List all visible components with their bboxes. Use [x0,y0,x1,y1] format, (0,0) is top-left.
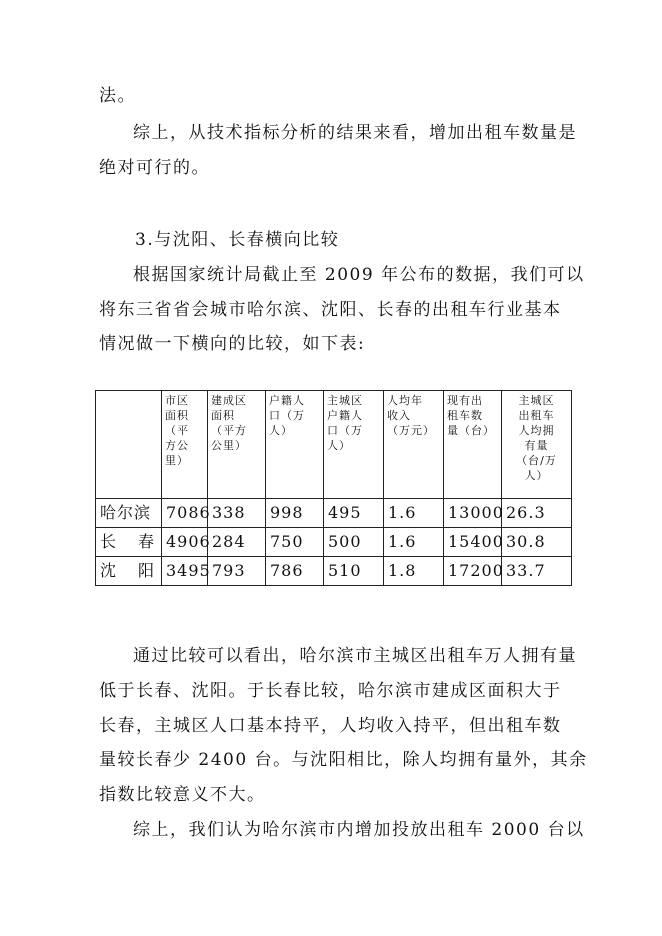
paragraph-line: 通过比较可以看出，哈尔滨市主城区出租车万人拥有量 [133,646,577,666]
table-row [96,499,572,528]
table-cell: 338 [208,499,266,528]
comparison-table [95,390,572,586]
table-cell: 26.3 [502,499,572,528]
table-cell: 30.8 [502,528,572,557]
paragraph-line: 综上，我们认为哈尔滨市内增加投放出租车 2000 台以 [133,820,585,840]
table-cell: 13000 [444,499,502,528]
table-cell: 793 [208,557,266,586]
table-cell: 15400 [444,528,502,557]
city-cell: 长 春 [96,528,162,557]
city-cell: 哈尔滨 [96,499,162,528]
table-cell: 510 [324,557,384,586]
table-row [96,557,572,586]
table-cell: 786 [266,557,324,586]
table-header-cell: 市区 面积 （平 方公 里） [162,391,208,499]
table-cell: 7086 [162,499,208,528]
table-cell: 3495 [162,557,208,586]
paragraph-line: 长春，主城区人口基本持平，人均收入持平，但出租车数 [99,716,562,736]
table-cell: 284 [208,528,266,557]
table-cell: 4906 [162,528,208,557]
city-cell: 沈 阳 [96,557,162,586]
table-header-cell: 户籍人 口（万 人） [266,391,324,499]
table-cell: 500 [324,528,384,557]
paragraph-line: 将东三省省会城市哈尔滨、沈阳、长春的出租车行业基本 [99,300,562,320]
table-row [96,528,572,557]
table-header-cell [96,391,162,499]
table-header-cell: 主城区 户籍人 口（万 人） [324,391,384,499]
paragraph-line: 指数比较意义不大。 [99,785,266,805]
table-cell: 33.7 [502,557,572,586]
table-cell: 495 [324,499,384,528]
paragraph-line: 情况做一下横向的比较，如下表: [99,334,366,354]
section-heading: 3.与沈阳、长春横向比较 [135,230,340,250]
table-header-cell: 主城区 出租车 人均拥 有量 （台/万 人） [502,391,572,499]
table-cell: 17200 [444,557,502,586]
paragraph-line: 量较长春少 2400 台。与沈阳相比，除人均拥有量外，其余 [99,750,588,770]
table-header-row [96,391,572,499]
table-cell: 1.8 [384,557,444,586]
table-header-cell: 人均年 收入 （万元） [384,391,444,499]
table-cell: 1.6 [384,528,444,557]
paragraph-line: 综上，从技术指标分析的结果来看，增加出租车数量是 [133,123,577,143]
table-cell: 1.6 [384,499,444,528]
paragraph-line: 法。 [99,86,136,106]
paragraph-line: 低于长春、沈阳。于长春比较，哈尔滨市建成区面积大于 [99,681,562,701]
table-header-cell: 现有出 租车数 量（台） [444,391,502,499]
table-header-cell: 建成区 面积 （平方 公里） [208,391,266,499]
paragraph-line: 根据国家统计局截止至 2009 年公布的数据，我们可以 [133,265,585,285]
table-cell: 750 [266,528,324,557]
table-cell: 998 [266,499,324,528]
paragraph-line: 绝对可行的。 [99,158,210,178]
